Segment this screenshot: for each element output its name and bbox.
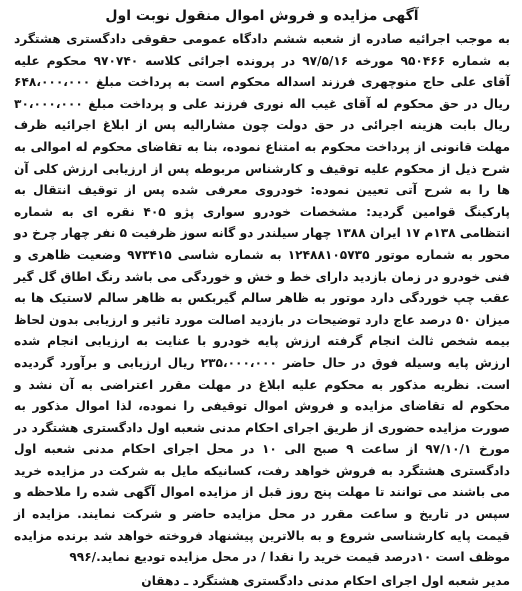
notice-body: به موجب اجرائیه صادره از شعبه ششم دادگاه عمومی حقوقی دادگستری هشتگرد به شماره ۹۵۰۴۶۶ مورخه ۹۷/۵/۱۶ در پرونده اجرائی کلاسه ۹۷۰۷۴۰ محکوم علیه آقای علی حاج منوچهری فرزند اسداله محکوم است به پرداخت مبلغ ۶۴۸،۰۰۰،۰۰۰ ریال در حق محکوم له آقای غیب اله نوری فرزند علی و پرداخت مبلغ ۳۰،۰۰۰،۰۰۰ ریال بابت هزینه اجرائی در حق دولت چون مشارالیه پس از ابلاغ اجرائیه ظرف مهلت قانونی از پرداخت محکوم به امتناع نموده، بنا به تقاضای محکوم له اموالی به شرح ذیل از محکوم علیه توقیف و کارشناس مربوطه پس از ارزیابی ارزش کلی آن ها را به شرح آتی تعیین نموده: خودروی معرفی شده پس از توقیف انتقال به پارکینگ قوامین گردید: مشخصات خودرو سواری پژو ۴۰۵ نقره ای به شماره انتظامی ۱۳۸م ۱۷ ایران ۱۳۸۸ چهار سیلندر دو گانه سوز ظرفیت ۵ نفر چهار چرخ دو محور به شماره موتور ۱۲۴۸۸۱۰۵۷۳۵ به شماره شاسی ۹۷۳۴۱۵ وضعیت ظاهری و فنی خودرو در زمان بازدید دارای خط و خش و خوردگی می باشد رنگ اطاق گل گیر عقب چپ خوردگی دارد موتور به ظاهر سالم گیربکس به ظاهر سالم لاستیک ها به میزان ۵۰ درصد عاج دارد توضیحات در بازدید اصالت مورد تاثیر و ارزیابی بدون لحاظ بیمه شخص ثالث انجام گرفته ارزش پایه خودرو با عنایت به ارزیابی انجام شده ارزش پایه وسیله فوق در حال حاضر ۲۳۵،۰۰۰،۰۰۰ ریال ارزیابی و برآورد گردیده است. نظریه مذکور به محکوم علیه ابلاغ در مهلت مقرر اعتراضی به آن نشد و محکوم له تقاضای مزایده و فروش اموال توقیفی را نموده، لذا اموال مذکور به صورت مزایده حضوری از طریق اجرای احکام مدنی شعبه اول دادگستری هشتگرد در مورخ ۹۷/۱۰/۱ از ساعت ۹ صبح الی ۱۰ در محل اجرای احکام مدنی شعبه اول دادگستری هشتگرد به فروش خواهد رفت، کسانیکه مایل به شرکت در مزایده خرید می باشند می توانند تا مهلت پنج روز قبل از مزایده اموال آگهی شده را ملاحظه و سپس در تاریخ و ساعت مقرر در محل مزایده حاضر و شرکت نمایند. مزایده از قیمت پایه کارشناسی شروع و به بالاترین پیشنهاد فروخته خواهد شد برنده مزایده موظف است ۱۰درصد قیمت خرید را نقدا / در محل مزایده تودیع نماید./۹۹۶ <box>14 32 511 565</box>
notice-title: آگهی مزایده و فروش اموال منقول نوبت اول <box>105 8 419 24</box>
notice-signature: مدیر شعبه اول اجرای احکام مدنی دادگستری هشتگرد ـ دهقان <box>141 573 510 588</box>
